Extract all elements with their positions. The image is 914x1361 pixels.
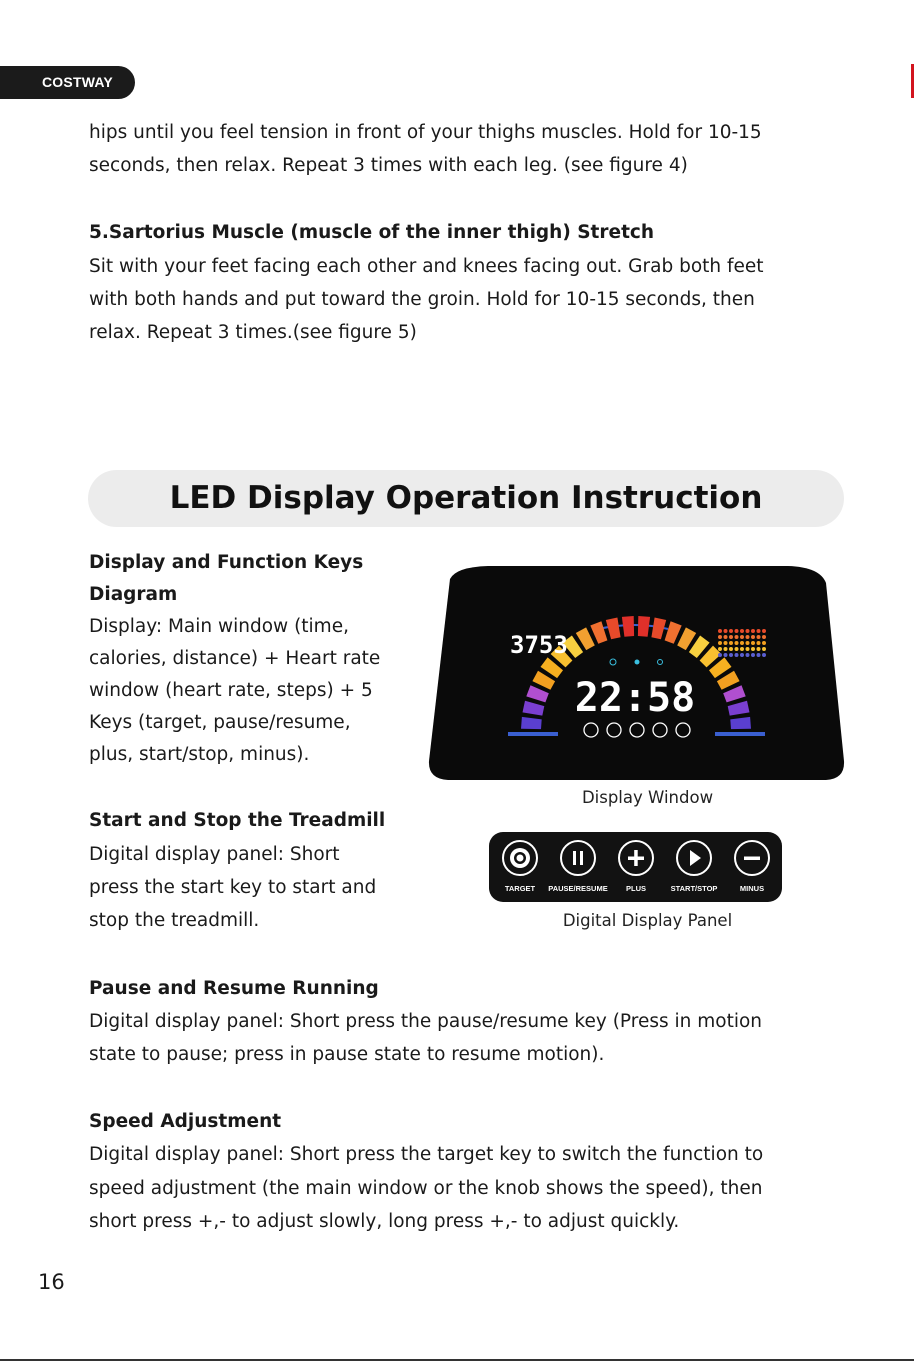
grid-dot [735, 641, 739, 645]
grid-dot [751, 647, 755, 651]
grid-dot [735, 629, 739, 633]
speed-title: Speed Adjustment [89, 1111, 282, 1132]
grid-dot [746, 629, 750, 633]
grid-dot [724, 629, 728, 633]
grid-dot [740, 647, 744, 651]
digital-display-panel [489, 832, 782, 902]
grid-dot [718, 629, 722, 633]
speed-line-3: short press +,- to adjust slowly, long press +,- to adjust quickly. [89, 1211, 680, 1232]
grid-dot [740, 635, 744, 639]
grid-dot [729, 653, 733, 657]
target-glyph [491, 840, 549, 876]
grid-dot [746, 635, 750, 639]
grid-dot [718, 653, 722, 657]
page-number: 16 [38, 1270, 65, 1294]
grid-dot [757, 653, 761, 657]
section-banner: LED Display Operation Instruction [88, 470, 844, 527]
pause-resume-label: PAUSE/RESUME [548, 884, 608, 893]
grid-dot [757, 641, 761, 645]
pause-resume-key[interactable] [549, 832, 607, 902]
left-bar [508, 732, 558, 736]
diagram-line-1: Display: Main window (time, [89, 616, 349, 637]
diagram-line-2: calories, distance) + Heart rate [89, 648, 381, 669]
grid-dot [729, 635, 733, 639]
grid-dot [724, 635, 728, 639]
grid-dot [746, 647, 750, 651]
grid-dot [751, 635, 755, 639]
minus-key[interactable] [723, 832, 781, 902]
section5-line-3: relax. Repeat 3 times.(see figure 5) [89, 322, 417, 343]
startstop-line-3: stop the treadmill. [89, 910, 260, 931]
play-glyph [665, 840, 723, 876]
grid-dot [757, 635, 761, 639]
minus-glyph [723, 840, 781, 876]
pause-line-2: state to pause; press in pause state to resume motion). [89, 1044, 605, 1065]
diagram-title-line-2: Diagram [89, 584, 178, 605]
grid-dot [729, 647, 733, 651]
grid-dot [751, 653, 755, 657]
grid-dot [751, 629, 755, 633]
display-main-readout: 22:58 [574, 675, 696, 721]
grid-dot [757, 647, 761, 651]
grid-dot [718, 635, 722, 639]
grid-dot [735, 635, 739, 639]
right-bar [715, 732, 765, 736]
target-key[interactable] [491, 832, 549, 902]
flame-icon [635, 660, 640, 665]
grid-dot [746, 653, 750, 657]
diagram-line-4: Keys (target, pause/resume, [89, 712, 351, 733]
section5-line-2: with both hands and put toward the groin. Hold for 10-15 seconds, then [89, 289, 755, 310]
start-stop-key[interactable] [665, 832, 723, 902]
grid-dot [729, 641, 733, 645]
intro-line-2: seconds, then relax. Repeat 3 times with each leg. (see figure 4) [89, 155, 688, 176]
display-window-caption: Display Window [581, 788, 714, 807]
grid-dot [740, 641, 744, 645]
grid-dot [718, 647, 722, 651]
plus-glyph [607, 840, 665, 876]
grid-dot [740, 653, 744, 657]
grid-dot [740, 629, 744, 633]
diagram-line-5: plus, start/stop, minus). [89, 744, 310, 765]
pause-glyph [549, 840, 607, 876]
startstop-title: Start and Stop the Treadmill [89, 810, 386, 831]
grid-dot [729, 629, 733, 633]
grid-dot [757, 629, 761, 633]
grid-dot [735, 653, 739, 657]
display-small-readout: 3753 [510, 631, 568, 659]
startstop-line-1: Digital display panel: Short [89, 844, 340, 865]
grid-dot [762, 653, 766, 657]
diagram-title-line-1: Display and Function Keys [89, 552, 364, 573]
brand-logo: COSTWAY [0, 66, 135, 99]
grid-dot [724, 641, 728, 645]
pause-line-1: Digital display panel: Short press the pause/resume key (Press in motion [89, 1011, 763, 1032]
startstop-line-2: press the start key to start and [89, 877, 377, 898]
grid-dot [762, 635, 766, 639]
display-window-image [428, 561, 845, 782]
grid-dot [718, 641, 722, 645]
grid-dot [724, 647, 728, 651]
intro-line-1: hips until you feel tension in front of your thighs muscles. Hold for 10-15 [89, 122, 762, 143]
grid-dot [762, 641, 766, 645]
diagram-line-3: window (heart rate, steps) + 5 [89, 680, 373, 701]
speed-line-2: speed adjustment (the main window or the knob shows the speed), then [89, 1178, 763, 1199]
grid-dot [762, 629, 766, 633]
start-stop-label: START/STOP [670, 884, 718, 893]
grid-dot [762, 647, 766, 651]
section5-line-1: Sit with your feet facing each other and knees facing out. Grab both feet [89, 256, 764, 277]
speed-line-1: Digital display panel: Short press the target key to switch the function to [89, 1144, 764, 1165]
target-label: TARGET [504, 884, 536, 893]
grid-dot [735, 647, 739, 651]
pause-title: Pause and Resume Running [89, 978, 379, 999]
grid-dot [724, 653, 728, 657]
section5-title: 5.Sartorius Muscle (muscle of the inner thigh) Stretch [89, 222, 655, 243]
panel-caption: Digital Display Panel [562, 911, 733, 930]
grid-dot [746, 641, 750, 645]
grid-dot [751, 641, 755, 645]
plus-key[interactable] [607, 832, 665, 902]
minus-label: MINUS [739, 884, 765, 893]
plus-label: PLUS [625, 884, 646, 893]
